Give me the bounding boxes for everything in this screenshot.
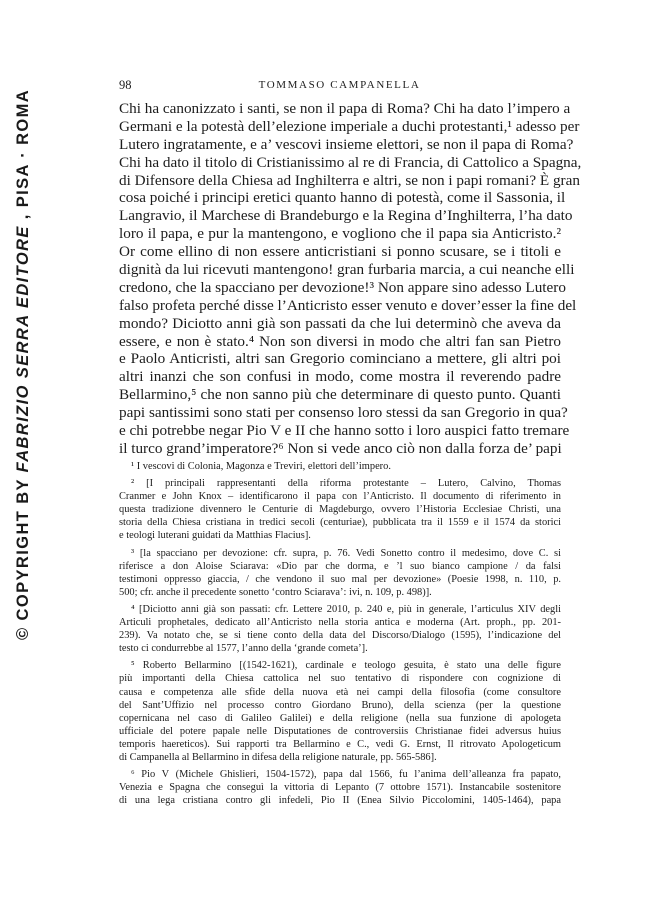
- footnote-line: Articuli prophetales, dedicato all’Anticristo nella storia antica e moderna (Art. proph., pp. 201-: [119, 617, 561, 629]
- main-text-line: mondo? Diciotto anni già son passati da che lui determinò che aveva da: [119, 314, 561, 332]
- main-text-line: Chi ha dato il titolo di Cristianissimo al re di Francia, di Cattolico a Spagna,: [119, 153, 582, 171]
- footnote-line: riferisce a don Aloise Sciarava: «Dio par che dorma, e ’l suo bianco campione / da falsi: [119, 560, 561, 572]
- main-text-line: e Paolo Anticristi, altri san Gregorio cominciano a mettere, gli altri poi: [119, 350, 561, 368]
- footnote-line: ⁴ [Diciotto anni già son passati: cfr. Lettere 2010, p. 240 e, più in generale, l’articulus XIV degli: [131, 603, 561, 615]
- main-text-line: essere, e non è stato.⁴ Non son diversi in modo che altri fan san Pietro: [119, 332, 561, 350]
- footnote-line: ² [I principali rappresentanti della riforma protestante – Lutero, Calvino, Thomas: [131, 478, 561, 490]
- footnote-2: [119, 477, 561, 542]
- copyright-publisher: FABRIZIO SERRA EDITORE: [14, 225, 32, 473]
- footnote-line: di Campanella al Bellarmino in difesa della religione naturale, pp. 565-586].: [119, 751, 437, 763]
- footnotes: [119, 460, 561, 811]
- footnote-line: testimoni oppresso giaccia, / che vendono il suo mal per devozione» (Poesie 1998, n. 110, p.: [119, 573, 561, 585]
- main-text-line: Germani e la potestà dell’elezione imperiale a duchi protestanti,¹ adesso per: [119, 117, 580, 135]
- main-text-line: papi santissimi sono stati per consenso loro stessi da san Gregorio in qua?: [119, 404, 568, 422]
- footnote-5: [119, 659, 561, 764]
- footnote-line: 239). Va notato che, se si tiene conto della data del Discorso/Dialogo (1595), l’indicazione del: [119, 630, 561, 642]
- main-text-line: Bellarmino,⁵ che non sanno più che determinare di questo punto. Quanti: [119, 386, 561, 404]
- copyright-suffix: , PISA · ROMA: [14, 88, 32, 220]
- footnote-line: questa tradizione divennero le Centurie di Magdeburgo, ovvero l’Historia Ecclesiae Christi, una: [119, 504, 561, 516]
- main-text-line: Langravio, il Marchese di Brandeburgo e la Regina d’Inghilterra, l’ha dato: [119, 207, 573, 225]
- copyright-prefix: COPYRIGHT BY: [14, 472, 32, 621]
- footnote-line: storia della Chiesa cristiana in tredici secoli (centuriae), pubblicata tra il 1559 e il 1574 da storici: [119, 517, 561, 529]
- main-text-line: loro il papa, e pur la mantengono, e vogliono che il papa sia Anticristo.²: [119, 225, 561, 243]
- footnote-3: [119, 547, 561, 599]
- footnote-line: temporis haereticos). Sui rapporti tra Bellarmino e C., vedi G. Ernst, Il ritrovato Apologeticum: [119, 738, 561, 750]
- footnote-line: ufficiale del potere papale nelle Disputationes de controversiis Christianae fidei adversus huius: [119, 725, 561, 737]
- running-head: [119, 78, 560, 94]
- footnote-line: causa e competenza alle sfide della nuova età nei campi della filosofia (come consultore: [119, 686, 561, 698]
- footnote-line: di una lega cristiana contro gli infedeli, Pio II (Enea Silvio Piccolomini, 1405-1464), papa: [119, 795, 561, 807]
- main-text-line: Lutero ingratamente, e a’ vescovi insieme elettori, se non il papa di Roma?: [119, 135, 574, 153]
- main-text-line: cosa poiché i principi eretici quanto hanno di potestà, come il Sassonia, il: [119, 189, 566, 207]
- main-text-line: falso profeta perché disse l’Anticristo esser venuto e dover’esser la fine del: [119, 296, 577, 314]
- main-text: [119, 100, 582, 458]
- main-text-line: e chi potrebbe negar Pio V e II che hanno sotto i loro auspici fatto tremare: [119, 422, 570, 440]
- main-text-line: Or come ellino di non essere anticristiani si ponno scusare, se i titoli e: [119, 243, 561, 261]
- main-text-line: il turco grand’imperatore?⁶ Non si vede anco ciò non dalla forza de’ papi: [119, 439, 562, 457]
- running-title: TOMMASO CAMPANELLA: [258, 79, 421, 91]
- footnote-4: [119, 603, 561, 655]
- footnote-line: del Sant’Uffizio nel processo contro Giordano Bruno), della scienza (per la questione: [119, 699, 561, 711]
- main-text-line: credono, che la spacciano per devozione!³ Non appare sino adesso Lutero: [119, 278, 566, 296]
- footnote-line: 500; cfr. anche il precedente sonetto ‘contro Sciarava’: ivi, n. 109, p. 498)].: [119, 586, 432, 598]
- footnote-line: ⁶ Pio V (Michele Ghislieri, 1504-1572), papa dal 1566, fu l’anima dell’alleanza fra papato,: [131, 769, 561, 781]
- page-number: 98: [119, 78, 132, 92]
- footnote-1: [119, 460, 561, 473]
- main-text-line: dignità da lui ricevuti mantengono! gran furbaria marcia, a cui neanche elli: [119, 261, 575, 279]
- main-text-line: di Difensore della Chiesa ad Inghilterra e altri, se non i papi romani? È gran: [119, 171, 580, 189]
- footnote-line: più importanti della Chiesa cattolica nel suo tentativo di rispondere con cognizione di: [119, 673, 561, 685]
- footnote-line: Venezia e Spagna che conseguì la vittoria di Lepanto (7 ottobre 1571). Instancabile sostenitore: [119, 782, 561, 794]
- footnote-line: ³ [la spacciano per devozione: cfr. supra, p. 76. Vedi Sonetto contro il medesimo, dove C. si: [131, 547, 561, 559]
- footnote-line: ¹ I vescovi di Colonia, Magonza e Treviri, elettori dell’impero.: [131, 461, 391, 472]
- main-text-line: altri inanzi che son confusi in modo, come mostra il reverendo padre: [119, 368, 561, 386]
- footnote-line: copernicana nel caso di Galileo Galilei) e della religione (nella sua funzione di apologeta: [119, 712, 561, 724]
- copyright-notice: [14, 89, 33, 640]
- footnote-6: [119, 768, 561, 807]
- footnote-line: e teologi luterani guidati da Matthias Flacius].: [119, 530, 311, 542]
- footnote-line: testo ci condurrebbe al 1577, l’anno della ‘grande cometa’].: [119, 643, 368, 655]
- footnote-line: ⁵ Roberto Bellarmino [(1542-1621), cardinale e teologo gesuita, è stato una delle figure: [131, 660, 561, 672]
- copyright-symbol: ©: [14, 626, 32, 640]
- main-text-line: Chi ha canonizzato i santi, se non il papa di Roma? Chi ha dato l’impero a: [119, 100, 571, 117]
- footnote-line: Cranmer e John Knox – identificarono il papa con l’Anticristo. Il documento di riferimento in: [119, 491, 561, 503]
